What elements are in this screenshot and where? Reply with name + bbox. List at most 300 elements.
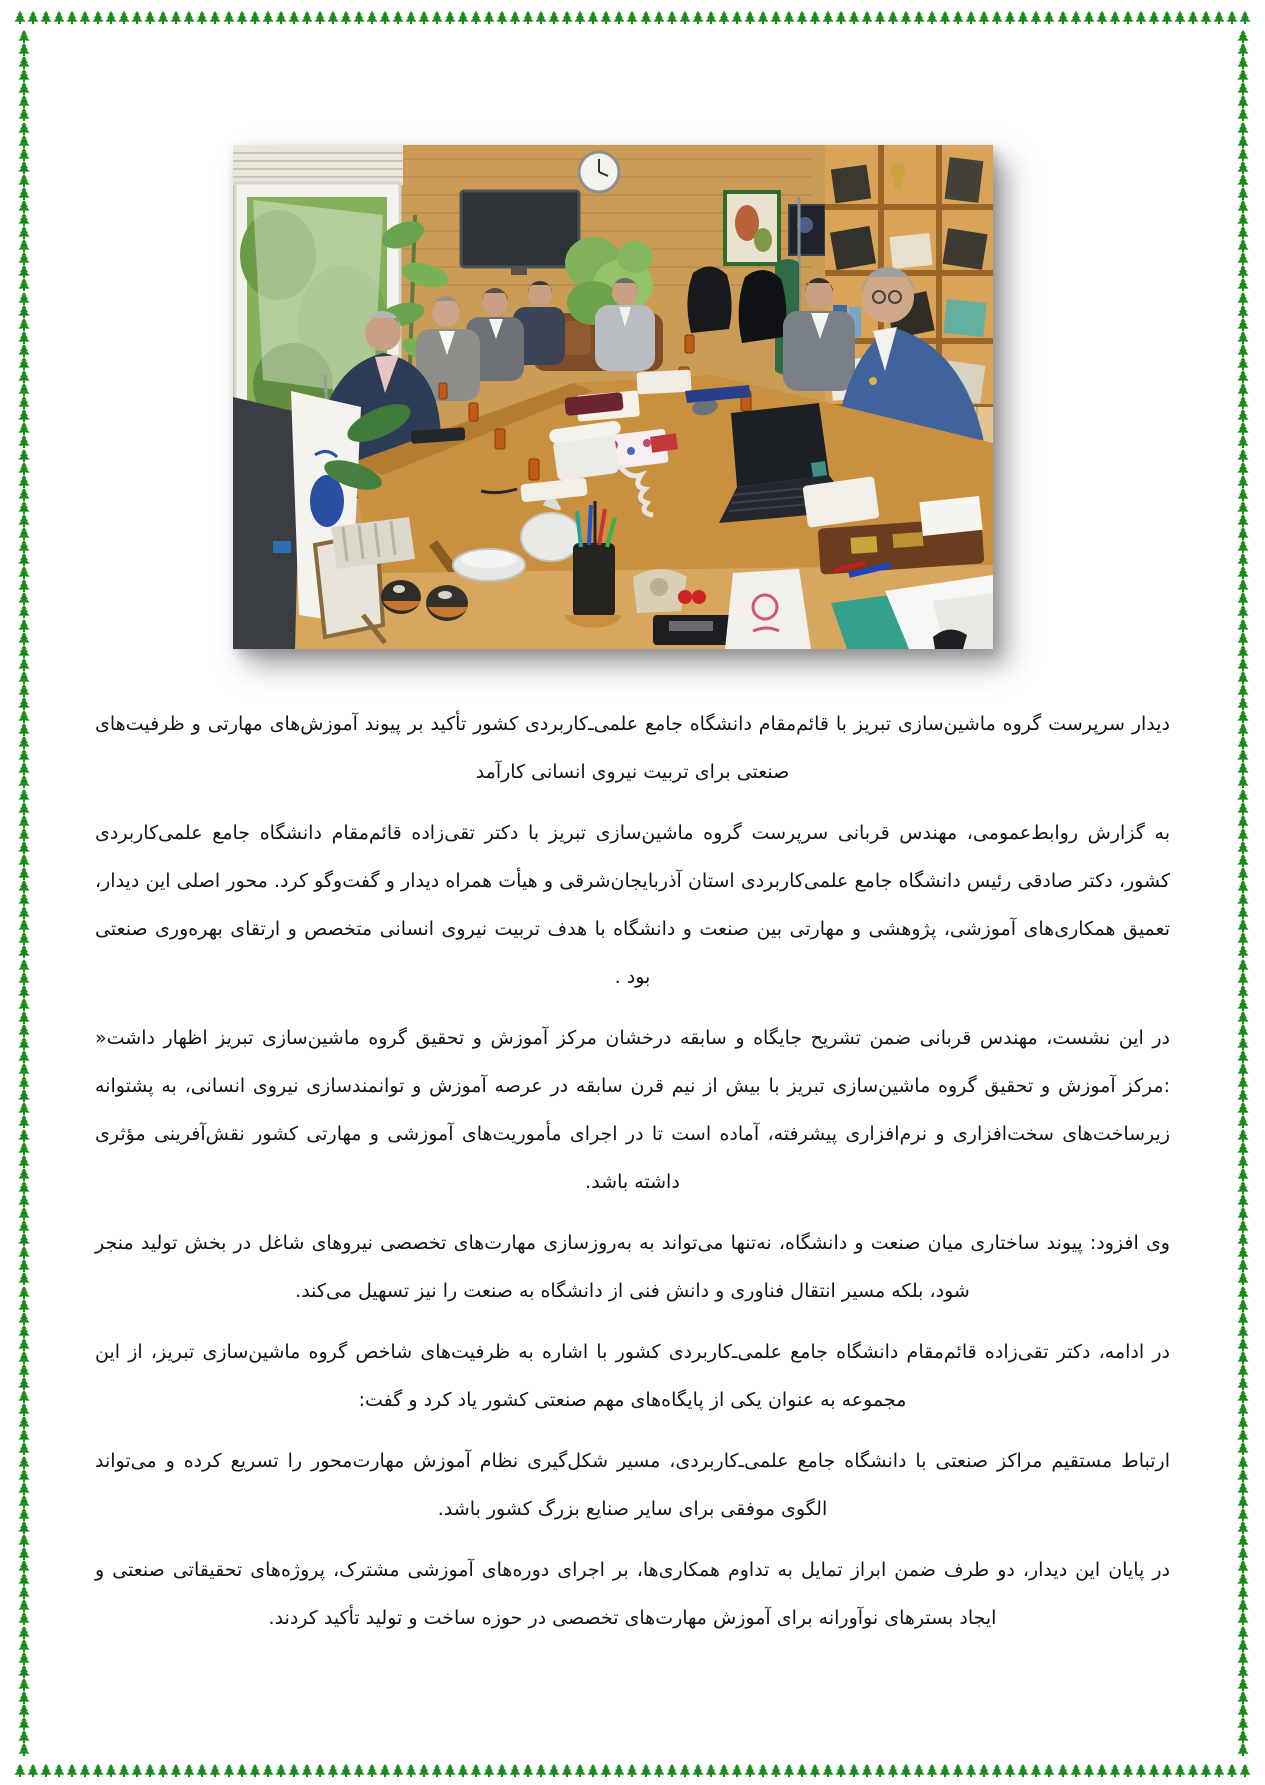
pine-tree-icon xyxy=(1237,1652,1249,1665)
pine-tree-icon xyxy=(1237,383,1249,396)
pine-tree-icon xyxy=(27,1764,39,1777)
pine-tree-icon xyxy=(861,11,873,24)
pine-tree-icon xyxy=(1174,1764,1186,1777)
pine-tree-icon xyxy=(1237,1089,1249,1102)
pine-tree-icon xyxy=(1043,11,1055,24)
pine-tree-icon xyxy=(18,82,30,95)
pine-tree-icon xyxy=(1237,1168,1249,1181)
pine-tree-icon xyxy=(144,1764,156,1777)
pine-tree-icon xyxy=(1237,1076,1249,1089)
pine-tree-icon xyxy=(1237,632,1249,645)
pine-tree-icon xyxy=(18,1338,30,1351)
pine-tree-icon xyxy=(18,1442,30,1455)
pine-tree-icon xyxy=(18,135,30,148)
pine-tree-icon xyxy=(1237,1194,1249,1207)
pine-tree-icon xyxy=(418,1764,430,1777)
pine-tree-icon xyxy=(157,11,169,24)
pine-tree-icon xyxy=(18,187,30,200)
pine-tree-icon xyxy=(18,1482,30,1495)
pine-tree-icon xyxy=(1237,344,1249,357)
pine-tree-icon xyxy=(1237,1050,1249,1063)
pine-tree-icon xyxy=(144,11,156,24)
pine-tree-icon xyxy=(1237,514,1249,527)
article-paragraph: وی افزود: پیوند ساختاری میان صنعت و دانشگاه، نه‌تنها می‌تواند به به‌روزسازی مهارت‌های تخصصی نیروهای شاغل در بخش تولید منجر شود، بلکه مسیر انتقال فناوری و دانش فنی از دانشگاه به صنعت را نیز تسهیل می‌کند. xyxy=(95,1232,1170,1302)
pine-tree-icon xyxy=(18,906,30,919)
pine-tree-icon xyxy=(1226,1764,1238,1777)
pine-tree-icon xyxy=(653,1764,665,1777)
pine-tree-icon xyxy=(1237,775,1249,788)
pine-tree-icon xyxy=(1237,30,1249,43)
pine-tree-icon xyxy=(822,1764,834,1777)
pine-tree-icon xyxy=(18,1194,30,1207)
pine-tree-icon xyxy=(18,1155,30,1168)
pine-tree-icon xyxy=(18,462,30,475)
pine-tree-icon xyxy=(18,1678,30,1691)
pine-tree-icon xyxy=(1237,265,1249,278)
pine-tree-icon xyxy=(653,11,665,24)
pine-tree-icon xyxy=(262,11,274,24)
pine-tree-icon xyxy=(1237,1325,1249,1338)
pine-tree-icon xyxy=(1043,1764,1055,1777)
pine-tree-icon xyxy=(1237,1599,1249,1612)
pine-tree-icon xyxy=(392,11,404,24)
pine-tree-icon xyxy=(991,1764,1003,1777)
pine-tree-icon xyxy=(223,11,235,24)
pine-tree-icon xyxy=(666,1764,678,1777)
pine-tree-icon xyxy=(1135,1764,1147,1777)
pine-tree-icon xyxy=(1237,841,1249,854)
pine-tree-icon xyxy=(18,619,30,632)
pine-tree-icon xyxy=(18,893,30,906)
pine-tree-icon xyxy=(874,1764,886,1777)
pine-tree-icon xyxy=(275,11,287,24)
pine-tree-icon xyxy=(692,11,704,24)
pine-tree-icon xyxy=(1237,226,1249,239)
pine-tree-icon xyxy=(18,553,30,566)
pine-tree-icon xyxy=(1237,305,1249,318)
pine-tree-icon xyxy=(822,11,834,24)
pine-tree-icon xyxy=(18,1220,30,1233)
pine-tree-icon xyxy=(18,1639,30,1652)
pine-tree-icon xyxy=(1237,579,1249,592)
pine-tree-icon xyxy=(600,1764,612,1777)
pine-tree-icon xyxy=(1237,1272,1249,1285)
pine-tree-icon xyxy=(18,318,30,331)
pine-tree-icon xyxy=(1237,1416,1249,1429)
pine-tree-icon xyxy=(679,1764,691,1777)
pine-tree-icon xyxy=(1237,1403,1249,1416)
pine-tree-icon xyxy=(770,11,782,24)
article-title: دیدار سرپرست گروه ماشین‌سازی تبریز با قائم‌مقام دانشگاه جامع علمی‌ـ‌کاربردی کشور تأکید بر پیوند آموزش‌های مهارتی و ظرفیت‌های صنعتی برای تربیت نیروی انسانی کارآمد xyxy=(95,713,1170,783)
pine-tree-icon xyxy=(1237,1377,1249,1390)
pine-tree-icon xyxy=(1237,174,1249,187)
pine-tree-icon xyxy=(483,11,495,24)
pine-tree-icon xyxy=(18,239,30,252)
pine-tree-icon xyxy=(600,11,612,24)
pine-tree-icon xyxy=(53,11,65,24)
pine-tree-icon xyxy=(18,1181,30,1194)
pine-tree-icon xyxy=(457,1764,469,1777)
pine-tree-icon xyxy=(926,11,938,24)
article-body xyxy=(95,700,1170,1655)
page-border-left xyxy=(17,30,30,1757)
pine-tree-icon xyxy=(1237,135,1249,148)
pine-tree-icon xyxy=(1237,1508,1249,1521)
pine-tree-icon xyxy=(79,1764,91,1777)
pine-tree-icon xyxy=(535,1764,547,1777)
pine-tree-icon xyxy=(1237,1482,1249,1495)
pine-tree-icon xyxy=(18,1076,30,1089)
pine-tree-icon xyxy=(1237,1338,1249,1351)
pine-tree-icon xyxy=(18,95,30,108)
pine-tree-icon xyxy=(18,370,30,383)
pine-tree-icon xyxy=(18,1626,30,1639)
pine-tree-icon xyxy=(18,409,30,422)
pine-tree-icon xyxy=(14,1764,26,1777)
pine-tree-icon xyxy=(301,1764,313,1777)
pine-tree-icon xyxy=(574,11,586,24)
pine-tree-icon xyxy=(18,867,30,880)
pine-tree-icon xyxy=(392,1764,404,1777)
pine-tree-icon xyxy=(79,11,91,24)
pine-tree-icon xyxy=(1237,1155,1249,1168)
article-paragraph: به گزارش روابط‌عمومی، مهندس قربانی سرپرست گروه ماشین‌سازی تبریز با دکتر تقی‌زاده قائم‌مقام دانشگاه جامع علمی‌کاربردی کشور، دکتر صادقی رئیس دانشگاه جامع علمی‌کاربردی استان آذربایجان‌شرقی و هیأت همراه دیدار و گفت‌وگو کرد. محور اصلی این دیدار، تعمیق همکاری‌های آموزشی، پژوهشی و مهارتی بین صنعت و دانشگاه با هدف تربیت نیروی انسانی متخصص و ارتقای بهره‌وری صنعتی بود . xyxy=(95,822,1170,988)
pine-tree-icon xyxy=(18,945,30,958)
pine-tree-icon xyxy=(18,1573,30,1586)
page-border-bottom xyxy=(14,1763,1251,1777)
pine-tree-icon xyxy=(18,775,30,788)
pine-tree-icon xyxy=(18,1129,30,1142)
page-border-right xyxy=(1236,30,1249,1757)
pine-tree-icon xyxy=(1226,11,1238,24)
pine-tree-icon xyxy=(1237,1351,1249,1364)
wall-tv xyxy=(461,191,579,275)
pine-tree-icon xyxy=(14,11,26,24)
pine-tree-icon xyxy=(18,710,30,723)
pine-tree-icon xyxy=(288,1764,300,1777)
pine-tree-icon xyxy=(1237,1534,1249,1547)
pine-tree-icon xyxy=(18,226,30,239)
pine-tree-icon xyxy=(405,1764,417,1777)
pine-tree-icon xyxy=(18,1142,30,1155)
pine-tree-icon xyxy=(183,11,195,24)
pine-tree-icon xyxy=(1237,880,1249,893)
tape-dispenser xyxy=(633,569,687,613)
pine-tree-icon xyxy=(1030,1764,1042,1777)
pine-tree-icon xyxy=(18,383,30,396)
pine-tree-icon xyxy=(913,1764,925,1777)
pine-tree-icon xyxy=(18,1115,30,1128)
pine-tree-icon xyxy=(18,252,30,265)
pine-tree-icon xyxy=(900,11,912,24)
pine-tree-icon xyxy=(757,1764,769,1777)
pine-tree-icon xyxy=(92,11,104,24)
pine-tree-icon xyxy=(783,1764,795,1777)
pine-tree-icon xyxy=(92,1764,104,1777)
pine-tree-icon xyxy=(1237,108,1249,121)
pine-tree-icon xyxy=(1161,11,1173,24)
pine-tree-icon xyxy=(1200,1764,1212,1777)
pine-tree-icon xyxy=(1057,1764,1069,1777)
pine-tree-icon xyxy=(522,11,534,24)
pine-tree-icon xyxy=(1237,1312,1249,1325)
pine-tree-icon xyxy=(18,122,30,135)
pine-tree-icon xyxy=(548,11,560,24)
pine-tree-icon xyxy=(40,11,52,24)
pine-tree-icon xyxy=(1237,1547,1249,1560)
pine-tree-icon xyxy=(18,919,30,932)
pine-tree-icon xyxy=(340,11,352,24)
pine-tree-icon xyxy=(18,69,30,82)
pine-tree-icon xyxy=(366,1764,378,1777)
pine-tree-icon xyxy=(1237,1495,1249,1508)
pine-tree-icon xyxy=(1237,239,1249,252)
pine-tree-icon xyxy=(1239,11,1251,24)
pine-tree-icon xyxy=(18,1599,30,1612)
pine-tree-icon xyxy=(1213,1764,1225,1777)
pine-tree-icon xyxy=(561,11,573,24)
pine-tree-icon xyxy=(18,1168,30,1181)
pine-tree-icon xyxy=(18,292,30,305)
pine-tree-icon xyxy=(18,1089,30,1102)
pine-tree-icon xyxy=(18,645,30,658)
pine-tree-icon xyxy=(353,11,365,24)
pine-tree-icon xyxy=(366,11,378,24)
pine-tree-icon xyxy=(196,11,208,24)
pine-tree-icon xyxy=(1174,11,1186,24)
pine-tree-icon xyxy=(1109,11,1121,24)
pine-tree-icon xyxy=(1237,932,1249,945)
pine-tree-icon xyxy=(1135,11,1147,24)
pine-tree-icon xyxy=(236,1764,248,1777)
pine-tree-icon xyxy=(613,11,625,24)
pine-tree-icon xyxy=(1237,867,1249,880)
pine-tree-icon xyxy=(18,723,30,736)
pine-tree-icon xyxy=(509,1764,521,1777)
pine-tree-icon xyxy=(1239,1764,1251,1777)
pine-tree-icon xyxy=(18,540,30,553)
pine-tree-icon xyxy=(170,1764,182,1777)
article-paragraph: در ادامه، دکتر تقی‌زاده قائم‌مقام دانشگاه جامع علمی‌ـ‌کاربردی کشور با اشاره به ظرفیت‌های شاخص گروه ماشین‌سازی تبریز، از این مجموعه به عنوان یکی از پایگاه‌های مهم صنعتی کشور یاد کرد و گفت: xyxy=(95,1341,1170,1411)
pine-tree-icon xyxy=(1237,1246,1249,1259)
pine-tree-icon xyxy=(496,11,508,24)
pine-tree-icon xyxy=(939,1764,951,1777)
pine-tree-icon xyxy=(1237,1220,1249,1233)
pine-tree-icon xyxy=(18,1547,30,1560)
pine-tree-icon xyxy=(18,1037,30,1050)
pine-tree-icon xyxy=(18,1207,30,1220)
pine-tree-icon xyxy=(18,1024,30,1037)
pine-tree-icon xyxy=(1237,1626,1249,1639)
pine-tree-icon xyxy=(991,11,1003,24)
pine-tree-icon xyxy=(1237,1456,1249,1469)
pine-tree-icon xyxy=(236,11,248,24)
pine-tree-icon xyxy=(131,11,143,24)
pine-tree-icon xyxy=(18,1063,30,1076)
pine-tree-icon xyxy=(18,1456,30,1469)
pine-tree-icon xyxy=(1237,749,1249,762)
pine-tree-icon xyxy=(887,11,899,24)
pine-tree-icon xyxy=(249,11,261,24)
pine-tree-icon xyxy=(196,1764,208,1777)
pine-tree-icon xyxy=(379,11,391,24)
pine-tree-icon xyxy=(1187,11,1199,24)
pine-tree-icon xyxy=(1237,1639,1249,1652)
pine-tree-icon xyxy=(431,11,443,24)
pine-tree-icon xyxy=(744,1764,756,1777)
pine-tree-icon xyxy=(1237,1560,1249,1573)
pine-tree-icon xyxy=(587,1764,599,1777)
pine-tree-icon xyxy=(262,1764,274,1777)
pine-tree-icon xyxy=(1237,527,1249,540)
pine-tree-icon xyxy=(574,1764,586,1777)
pine-tree-icon xyxy=(1237,566,1249,579)
pine-tree-icon xyxy=(1237,1704,1249,1717)
pine-tree-icon xyxy=(1237,252,1249,265)
pine-tree-icon xyxy=(118,11,130,24)
pine-tree-icon xyxy=(496,1764,508,1777)
pine-tree-icon xyxy=(431,1764,443,1777)
pine-tree-icon xyxy=(939,11,951,24)
pine-tree-icon xyxy=(1237,1573,1249,1586)
pine-tree-icon xyxy=(796,11,808,24)
pine-tree-icon xyxy=(770,1764,782,1777)
pine-tree-icon xyxy=(1237,1442,1249,1455)
meeting-photo xyxy=(233,145,993,649)
pine-tree-icon xyxy=(18,1665,30,1678)
pine-tree-icon xyxy=(1237,1024,1249,1037)
pine-tree-icon xyxy=(18,527,30,540)
pine-tree-icon xyxy=(327,11,339,24)
pine-tree-icon xyxy=(1237,592,1249,605)
pine-tree-icon xyxy=(18,1534,30,1547)
pine-tree-icon xyxy=(209,11,221,24)
pine-tree-icon xyxy=(1237,370,1249,383)
pine-tree-icon xyxy=(1237,828,1249,841)
pine-tree-icon xyxy=(1237,945,1249,958)
pine-tree-icon xyxy=(1237,893,1249,906)
pine-tree-icon xyxy=(209,1764,221,1777)
pine-tree-icon xyxy=(18,108,30,121)
pine-tree-icon xyxy=(1237,906,1249,919)
pine-tree-icon xyxy=(18,1717,30,1730)
pine-tree-icon xyxy=(1237,187,1249,200)
pine-tree-icon xyxy=(340,1764,352,1777)
pine-tree-icon xyxy=(18,1299,30,1312)
pine-tree-icon xyxy=(18,566,30,579)
pine-tree-icon xyxy=(18,1312,30,1325)
pine-tree-icon xyxy=(170,11,182,24)
pine-tree-icon xyxy=(861,1764,873,1777)
pine-tree-icon xyxy=(18,1377,30,1390)
pine-tree-icon xyxy=(1237,449,1249,462)
pine-tree-icon xyxy=(18,1429,30,1442)
pine-tree-icon xyxy=(1004,1764,1016,1777)
pine-tree-icon xyxy=(18,1364,30,1377)
pine-tree-icon xyxy=(835,1764,847,1777)
pine-tree-icon xyxy=(405,11,417,24)
pine-tree-icon xyxy=(744,11,756,24)
pine-tree-icon xyxy=(666,11,678,24)
pine-tree-icon xyxy=(1237,645,1249,658)
pine-tree-icon xyxy=(1237,1011,1249,1024)
pine-tree-icon xyxy=(548,1764,560,1777)
pine-tree-icon xyxy=(705,11,717,24)
pine-tree-icon xyxy=(183,1764,195,1777)
pine-tree-icon xyxy=(18,148,30,161)
pine-tree-icon xyxy=(18,1272,30,1285)
pine-tree-icon xyxy=(1237,1299,1249,1312)
pine-tree-icon xyxy=(1237,1612,1249,1625)
pine-tree-icon xyxy=(1237,1102,1249,1115)
pine-tree-icon xyxy=(1237,1181,1249,1194)
pine-tree-icon xyxy=(18,697,30,710)
pine-tree-icon xyxy=(18,200,30,213)
article-paragraph: در پایان این دیدار، دو طرف ضمن ابراز تمایل به تداوم همکاری‌ها، بر اجرای دوره‌های آموزشی مشترک، پروژه‌های تحقیقاتی صنعتی و ایجاد بسترهای نوآورانه برای آموزش مهارت‌های تخصصی در حوزه ساخت و تولید تأکید کردند. xyxy=(95,1559,1170,1629)
pine-tree-icon xyxy=(848,11,860,24)
pine-tree-icon xyxy=(1237,292,1249,305)
pine-tree-icon xyxy=(952,11,964,24)
pine-tree-icon xyxy=(1237,671,1249,684)
pine-tree-icon xyxy=(1237,95,1249,108)
pine-tree-icon xyxy=(1237,1142,1249,1155)
pine-tree-icon xyxy=(1096,11,1108,24)
pine-tree-icon xyxy=(587,11,599,24)
pine-tree-icon xyxy=(53,1764,65,1777)
pine-tree-icon xyxy=(1237,1390,1249,1403)
pine-tree-icon xyxy=(418,11,430,24)
pine-tree-icon xyxy=(18,1259,30,1272)
pine-tree-icon xyxy=(1237,488,1249,501)
pine-tree-icon xyxy=(18,1704,30,1717)
pine-tree-icon xyxy=(757,11,769,24)
pine-tree-icon xyxy=(18,684,30,697)
pine-tree-icon xyxy=(1237,422,1249,435)
pine-tree-icon xyxy=(18,959,30,972)
pine-tree-icon xyxy=(1237,619,1249,632)
pine-tree-icon xyxy=(692,1764,704,1777)
pine-tree-icon xyxy=(1237,1521,1249,1534)
page-border-top xyxy=(14,10,1251,24)
pine-tree-icon xyxy=(18,396,30,409)
pine-tree-icon xyxy=(1161,1764,1173,1777)
pine-tree-icon xyxy=(1237,540,1249,553)
pine-tree-icon xyxy=(848,1764,860,1777)
pine-tree-icon xyxy=(1237,972,1249,985)
pine-tree-icon xyxy=(1237,553,1249,566)
pine-tree-icon xyxy=(1237,1678,1249,1691)
pine-tree-icon xyxy=(301,11,313,24)
pine-tree-icon xyxy=(926,1764,938,1777)
pine-tree-icon xyxy=(18,854,30,867)
pine-tree-icon xyxy=(1237,985,1249,998)
pine-tree-icon xyxy=(105,1764,117,1777)
pine-tree-icon xyxy=(1237,1665,1249,1678)
pine-tree-icon xyxy=(1237,278,1249,291)
wall-dark-frame xyxy=(789,205,825,255)
pine-tree-icon xyxy=(1237,1364,1249,1377)
pine-tree-icon xyxy=(18,1469,30,1482)
pine-tree-icon xyxy=(640,1764,652,1777)
pine-tree-icon xyxy=(444,11,456,24)
pine-tree-icon xyxy=(353,1764,365,1777)
pine-tree-icon xyxy=(275,1764,287,1777)
pine-tree-icon xyxy=(18,1233,30,1246)
pine-tree-icon xyxy=(1237,658,1249,671)
article-paragraph: ارتباط مستقیم مراکز صنعتی با دانشگاه جامع علمی‌ـ‌کاربردی، مسیر شکل‌گیری نظام آموزش مهارت‌محور را تسریع کرده و می‌تواند الگوی موفقی برای سایر صنایع بزرگ کشور باشد. xyxy=(95,1450,1170,1520)
pine-tree-icon xyxy=(18,592,30,605)
pine-tree-icon xyxy=(18,932,30,945)
